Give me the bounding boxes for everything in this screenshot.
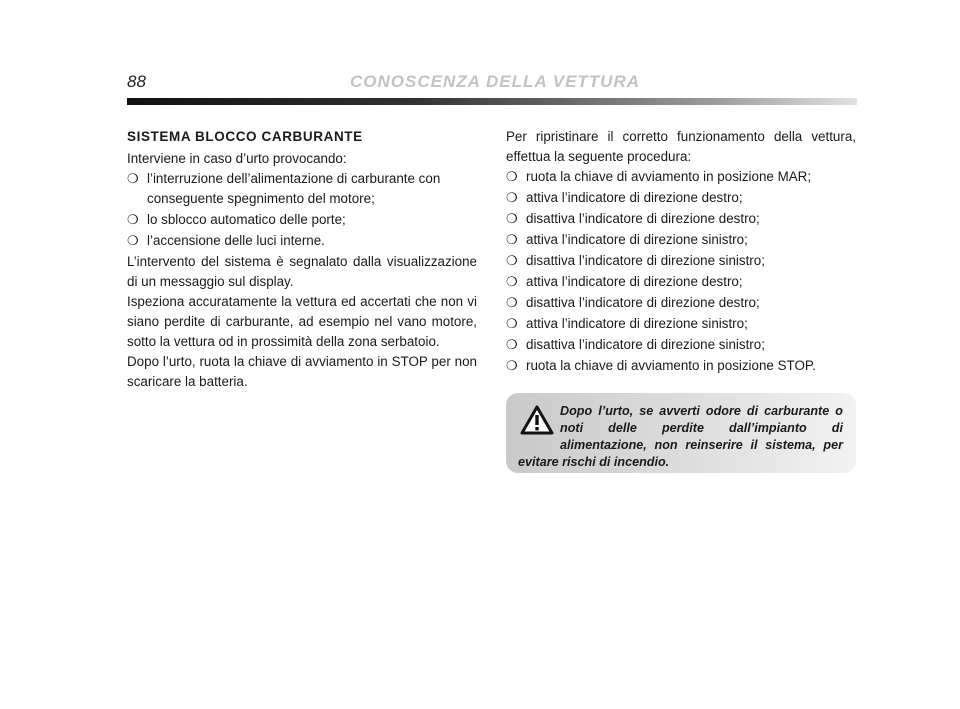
circle-bullet-icon: ❍ xyxy=(506,253,518,268)
list-item-text: attiva l’indicatore di direzione sinistro; xyxy=(526,316,748,331)
left-column xyxy=(127,127,477,392)
list-item-text: lo sblocco automatico delle porte; xyxy=(147,212,346,227)
right-column xyxy=(506,127,856,377)
procedure-list xyxy=(506,167,856,376)
circle-bullet-icon: ❍ xyxy=(506,274,518,289)
list-item-text: attiva l’indicatore di direzione destro; xyxy=(526,190,743,205)
circle-bullet-icon: ❍ xyxy=(506,295,518,310)
list-item xyxy=(506,335,856,355)
list-item xyxy=(127,210,477,230)
paragraph: Ispeziona accuratamente la vettura ed accertati che non vi siano perdite di carburante, ad esempio nel vano motore, sotto la vettura od in prossimità della zona serbatoio. xyxy=(127,294,477,349)
intro-text: Interviene in caso d’urto provocando: xyxy=(127,151,347,166)
paragraph: Dopo l’urto, ruota la chiave di avviamento in STOP per non scaricare la batteria. xyxy=(127,354,477,389)
list-item-text: disattiva l’indicatore di direzione destro; xyxy=(526,295,760,310)
list-item xyxy=(506,188,856,208)
procedure-intro: Per ripristinare il corretto funzionamento della vettura, effettua la seguente procedura: xyxy=(506,129,856,164)
circle-bullet-icon: ❍ xyxy=(506,337,518,352)
list-item-text: disattiva l’indicatore di direzione sinistro; xyxy=(526,253,765,268)
circle-bullet-icon: ❍ xyxy=(506,316,518,331)
list-item xyxy=(127,169,477,209)
circle-bullet-icon: ❍ xyxy=(506,169,518,184)
list-item xyxy=(506,167,856,187)
list-item-text: attiva l’indicatore di direzione destro; xyxy=(526,274,743,289)
header-rule xyxy=(127,98,857,105)
circle-bullet-icon: ❍ xyxy=(506,211,518,226)
list-item xyxy=(506,356,856,376)
section-title: SISTEMA BLOCCO CARBURANTE xyxy=(127,129,363,144)
warning-text: Dopo l’urto, se avverti odore di carburante o noti delle perdite dall’impianto di alimentazione, non reinserire il sistema, per evitare rischi di incendio. xyxy=(518,404,843,469)
list-item xyxy=(506,251,856,271)
circle-bullet-icon: ❍ xyxy=(127,171,139,186)
circle-bullet-icon: ❍ xyxy=(506,232,518,247)
paragraph: L’intervento del sistema è segnalato dalla visualizzazione di un messaggio sul display. xyxy=(127,254,477,289)
circle-bullet-icon: ❍ xyxy=(506,190,518,205)
list-item xyxy=(506,314,856,334)
list-item xyxy=(506,230,856,250)
chapter-title: CONOSCENZA DELLA VETTURA xyxy=(350,72,641,91)
list-item-text: ruota la chiave di avviamento in posizione MAR; xyxy=(526,169,812,184)
list-item xyxy=(127,231,477,251)
circle-bullet-icon: ❍ xyxy=(506,358,518,373)
page-number: 88 xyxy=(127,72,146,91)
list-item xyxy=(506,272,856,292)
effects-list xyxy=(127,169,477,251)
circle-bullet-icon: ❍ xyxy=(127,233,139,248)
list-item xyxy=(506,209,856,229)
list-item-text: l’interruzione dell’alimentazione di carburante con conseguente spegnimento del motore; xyxy=(147,171,441,206)
circle-bullet-icon: ❍ xyxy=(127,212,139,227)
list-item-text: attiva l’indicatore di direzione sinistro; xyxy=(526,232,748,247)
list-item-text: ruota la chiave di avviamento in posizione STOP. xyxy=(526,358,816,373)
list-item-text: l’accensione delle luci interne. xyxy=(147,233,325,248)
list-item xyxy=(506,293,856,313)
list-item-text: disattiva l’indicatore di direzione sinistro; xyxy=(526,337,765,352)
list-item-text: disattiva l’indicatore di direzione destro; xyxy=(526,211,760,226)
warning-box xyxy=(506,393,856,473)
warning-text-block xyxy=(518,403,843,471)
